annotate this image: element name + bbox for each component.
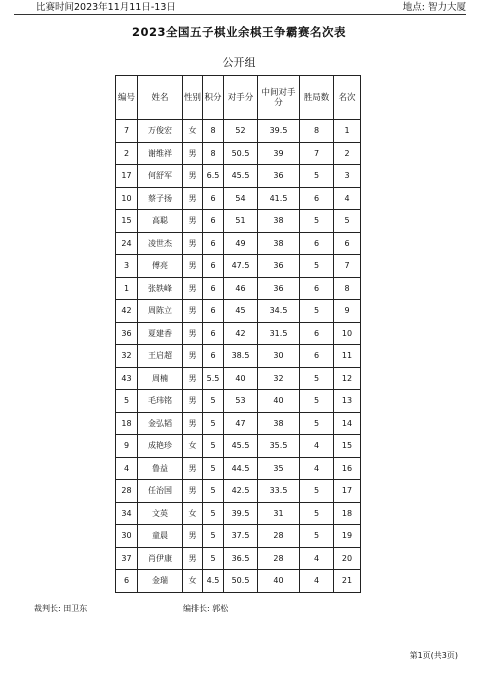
table-cell: 30 xyxy=(258,345,300,368)
table-cell: 36 xyxy=(258,277,300,300)
table-row xyxy=(116,480,361,503)
table-cell: 47.5 xyxy=(224,255,258,278)
column-header: 编号 xyxy=(116,76,138,120)
table-cell: 4 xyxy=(334,187,361,210)
table-cell: 男 xyxy=(183,345,203,368)
column-header: 对手分 xyxy=(224,76,258,120)
table-cell: 男 xyxy=(183,142,203,165)
table-cell: 8 xyxy=(203,120,224,143)
table-cell: 35 xyxy=(258,457,300,480)
match-time: 比赛时间2023年11月11日-13日 xyxy=(36,2,176,13)
table-cell: 36 xyxy=(258,165,300,188)
table-cell: 男 xyxy=(183,322,203,345)
table-cell: 男 xyxy=(183,390,203,413)
table-cell: 40 xyxy=(224,367,258,390)
table-cell: 8 xyxy=(300,120,334,143)
table-cell: 4 xyxy=(300,457,334,480)
column-header: 姓名 xyxy=(138,76,183,120)
table-cell: 5 xyxy=(300,502,334,525)
table-cell: 38 xyxy=(258,412,300,435)
table-cell: 31.5 xyxy=(258,322,300,345)
table-cell: 4 xyxy=(300,547,334,570)
table-cell: 任治国 xyxy=(138,480,183,503)
table-cell: 43 xyxy=(116,367,138,390)
table-cell: 6 xyxy=(300,277,334,300)
page-header xyxy=(14,0,466,15)
table-cell: 21 xyxy=(334,570,361,593)
table-cell: 张轶峰 xyxy=(138,277,183,300)
chief-referee: 裁判长: 田卫东 xyxy=(34,604,88,613)
table-cell: 男 xyxy=(183,367,203,390)
table-cell: 3 xyxy=(334,165,361,188)
table-cell: 9 xyxy=(334,300,361,323)
table-cell: 蔡子扬 xyxy=(138,187,183,210)
table-cell: 39 xyxy=(258,142,300,165)
table-cell: 夏建香 xyxy=(138,322,183,345)
table-cell: 45.5 xyxy=(224,165,258,188)
table-cell: 1 xyxy=(334,120,361,143)
table-row xyxy=(116,277,361,300)
table-cell: 男 xyxy=(183,165,203,188)
table-cell: 34.5 xyxy=(258,300,300,323)
page-number: 第1页(共3页) xyxy=(409,651,458,660)
table-cell: 6 xyxy=(203,345,224,368)
table-cell: 10 xyxy=(334,322,361,345)
table-cell: 24 xyxy=(116,232,138,255)
table-cell: 5 xyxy=(334,210,361,233)
table-cell: 40 xyxy=(258,390,300,413)
table-cell: 女 xyxy=(183,502,203,525)
table-cell: 8 xyxy=(334,277,361,300)
table-row xyxy=(116,345,361,368)
table-cell: 35.5 xyxy=(258,435,300,458)
table-cell: 4 xyxy=(300,570,334,593)
table-cell: 5 xyxy=(300,210,334,233)
table-cell: 男 xyxy=(183,210,203,233)
chief-arranger: 编排长: 郭松 xyxy=(183,604,229,613)
table-cell: 金弘韬 xyxy=(138,412,183,435)
table-row xyxy=(116,300,361,323)
table-cell: 男 xyxy=(183,457,203,480)
table-cell: 49 xyxy=(224,232,258,255)
table-cell: 11 xyxy=(334,345,361,368)
table-cell: 5 xyxy=(300,300,334,323)
table-cell: 5 xyxy=(203,412,224,435)
table-cell: 周楠 xyxy=(138,367,183,390)
table-cell: 40 xyxy=(258,570,300,593)
table-cell: 5 xyxy=(300,412,334,435)
table-cell: 4 xyxy=(300,435,334,458)
table-cell: 傅亮 xyxy=(138,255,183,278)
table-cell: 男 xyxy=(183,277,203,300)
column-header: 性别 xyxy=(183,76,203,120)
table-cell: 5 xyxy=(116,390,138,413)
match-venue: 地点: 智力大厦 xyxy=(402,2,466,13)
table-cell: 6 xyxy=(203,187,224,210)
column-header: 中间对手分 xyxy=(258,76,300,120)
table-cell: 15 xyxy=(116,210,138,233)
table-cell: 5 xyxy=(300,480,334,503)
table-cell: 45.5 xyxy=(224,435,258,458)
table-header-row xyxy=(116,76,361,120)
table-cell: 6 xyxy=(300,232,334,255)
table-cell: 男 xyxy=(183,480,203,503)
table-cell: 5 xyxy=(300,525,334,548)
table-cell: 5 xyxy=(203,525,224,548)
table-cell: 5 xyxy=(203,435,224,458)
table-cell: 谢维祥 xyxy=(138,142,183,165)
table-cell: 成艳珍 xyxy=(138,435,183,458)
column-header: 名次 xyxy=(334,76,361,120)
table-cell: 肖伊康 xyxy=(138,547,183,570)
table-cell: 5 xyxy=(203,547,224,570)
table-cell: 38 xyxy=(258,232,300,255)
group-label: 公开组 xyxy=(222,56,256,69)
table-cell: 39.5 xyxy=(224,502,258,525)
table-cell: 6 xyxy=(300,187,334,210)
table-cell: 男 xyxy=(183,300,203,323)
table-cell: 周陈立 xyxy=(138,300,183,323)
table-cell: 6 xyxy=(203,300,224,323)
table-row xyxy=(116,255,361,278)
table-cell: 14 xyxy=(334,412,361,435)
table-row xyxy=(116,187,361,210)
table-cell: 17 xyxy=(116,165,138,188)
table-cell: 38 xyxy=(258,210,300,233)
table-row xyxy=(116,525,361,548)
table-cell: 5 xyxy=(203,457,224,480)
table-cell: 42 xyxy=(116,300,138,323)
table-cell: 5 xyxy=(300,255,334,278)
table-cell: 13 xyxy=(334,390,361,413)
table-cell: 女 xyxy=(183,570,203,593)
page-title: 2023全国五子棋业余棋王争霸赛名次表 xyxy=(131,25,346,39)
table-cell: 毛玮铭 xyxy=(138,390,183,413)
table-row xyxy=(116,367,361,390)
table-cell: 7 xyxy=(300,142,334,165)
table-cell: 30 xyxy=(116,525,138,548)
table-cell: 6 xyxy=(203,232,224,255)
table-cell: 7 xyxy=(334,255,361,278)
table-cell: 6 xyxy=(334,232,361,255)
table-cell: 2 xyxy=(116,142,138,165)
table-cell: 男 xyxy=(183,187,203,210)
table-row xyxy=(116,322,361,345)
table-cell: 5.5 xyxy=(203,367,224,390)
table-row xyxy=(116,435,361,458)
table-cell: 42.5 xyxy=(224,480,258,503)
table-cell: 男 xyxy=(183,232,203,255)
table-cell: 男 xyxy=(183,412,203,435)
table-cell: 男 xyxy=(183,525,203,548)
table-cell: 10 xyxy=(116,187,138,210)
table-cell: 28 xyxy=(258,525,300,548)
table-cell: 5 xyxy=(203,480,224,503)
table-cell: 53 xyxy=(224,390,258,413)
table-row xyxy=(116,210,361,233)
table-row xyxy=(116,142,361,165)
table-row xyxy=(116,412,361,435)
table-cell: 3 xyxy=(116,255,138,278)
table-row xyxy=(116,457,361,480)
table-cell: 18 xyxy=(116,412,138,435)
table-cell: 文英 xyxy=(138,502,183,525)
table-cell: 50.5 xyxy=(224,142,258,165)
table-cell: 男 xyxy=(183,255,203,278)
table-cell: 51 xyxy=(224,210,258,233)
table-cell: 6 xyxy=(203,322,224,345)
table-cell: 20 xyxy=(334,547,361,570)
table-row xyxy=(116,165,361,188)
table-cell: 31 xyxy=(258,502,300,525)
table-cell: 34 xyxy=(116,502,138,525)
table-cell: 2 xyxy=(334,142,361,165)
table-cell: 52 xyxy=(224,120,258,143)
table-cell: 28 xyxy=(116,480,138,503)
table-cell: 高聪 xyxy=(138,210,183,233)
table-body xyxy=(116,120,361,593)
table-cell: 5 xyxy=(203,502,224,525)
table-cell: 15 xyxy=(334,435,361,458)
table-cell: 男 xyxy=(183,547,203,570)
table-cell: 女 xyxy=(183,435,203,458)
table-row xyxy=(116,390,361,413)
table-cell: 何舒军 xyxy=(138,165,183,188)
column-header: 积分 xyxy=(203,76,224,120)
table-cell: 6 xyxy=(300,322,334,345)
table-cell: 4.5 xyxy=(203,570,224,593)
table-cell: 1 xyxy=(116,277,138,300)
table-cell: 8 xyxy=(203,142,224,165)
table-cell: 万俊宏 xyxy=(138,120,183,143)
table-cell: 5 xyxy=(300,165,334,188)
table-cell: 46 xyxy=(224,277,258,300)
table-cell: 女 xyxy=(183,120,203,143)
table-cell: 39.5 xyxy=(258,120,300,143)
table-cell: 12 xyxy=(334,367,361,390)
ranking-table xyxy=(115,75,361,593)
table-cell: 16 xyxy=(334,457,361,480)
table-cell: 37.5 xyxy=(224,525,258,548)
table-cell: 44.5 xyxy=(224,457,258,480)
table-cell: 9 xyxy=(116,435,138,458)
table-cell: 36 xyxy=(116,322,138,345)
table-cell: 45 xyxy=(224,300,258,323)
table-cell: 5 xyxy=(300,390,334,413)
table-cell: 32 xyxy=(116,345,138,368)
table-cell: 36 xyxy=(258,255,300,278)
table-row xyxy=(116,120,361,143)
table-cell: 17 xyxy=(334,480,361,503)
table-cell: 54 xyxy=(224,187,258,210)
table-cell: 5 xyxy=(300,367,334,390)
table-cell: 50.5 xyxy=(224,570,258,593)
table-cell: 19 xyxy=(334,525,361,548)
table-cell: 42 xyxy=(224,322,258,345)
table-cell: 5 xyxy=(203,390,224,413)
table-cell: 6.5 xyxy=(203,165,224,188)
table-cell: 6 xyxy=(203,210,224,233)
table-cell: 47 xyxy=(224,412,258,435)
column-header: 胜局数 xyxy=(300,76,334,120)
table-cell: 7 xyxy=(116,120,138,143)
table-row xyxy=(116,570,361,593)
table-cell: 6 xyxy=(116,570,138,593)
table-cell: 28 xyxy=(258,547,300,570)
table-cell: 6 xyxy=(203,277,224,300)
table-cell: 金瑞 xyxy=(138,570,183,593)
table-row xyxy=(116,232,361,255)
table-cell: 凌世杰 xyxy=(138,232,183,255)
table-cell: 童晨 xyxy=(138,525,183,548)
table-cell: 王启超 xyxy=(138,345,183,368)
table-cell: 18 xyxy=(334,502,361,525)
table-cell: 37 xyxy=(116,547,138,570)
table-cell: 38.5 xyxy=(224,345,258,368)
table-row xyxy=(116,502,361,525)
table-row xyxy=(116,547,361,570)
table-cell: 鲁益 xyxy=(138,457,183,480)
table-cell: 4 xyxy=(116,457,138,480)
table-cell: 33.5 xyxy=(258,480,300,503)
table-cell: 36.5 xyxy=(224,547,258,570)
table-cell: 41.5 xyxy=(258,187,300,210)
table-cell: 32 xyxy=(258,367,300,390)
table-cell: 6 xyxy=(203,255,224,278)
table-cell: 6 xyxy=(300,345,334,368)
